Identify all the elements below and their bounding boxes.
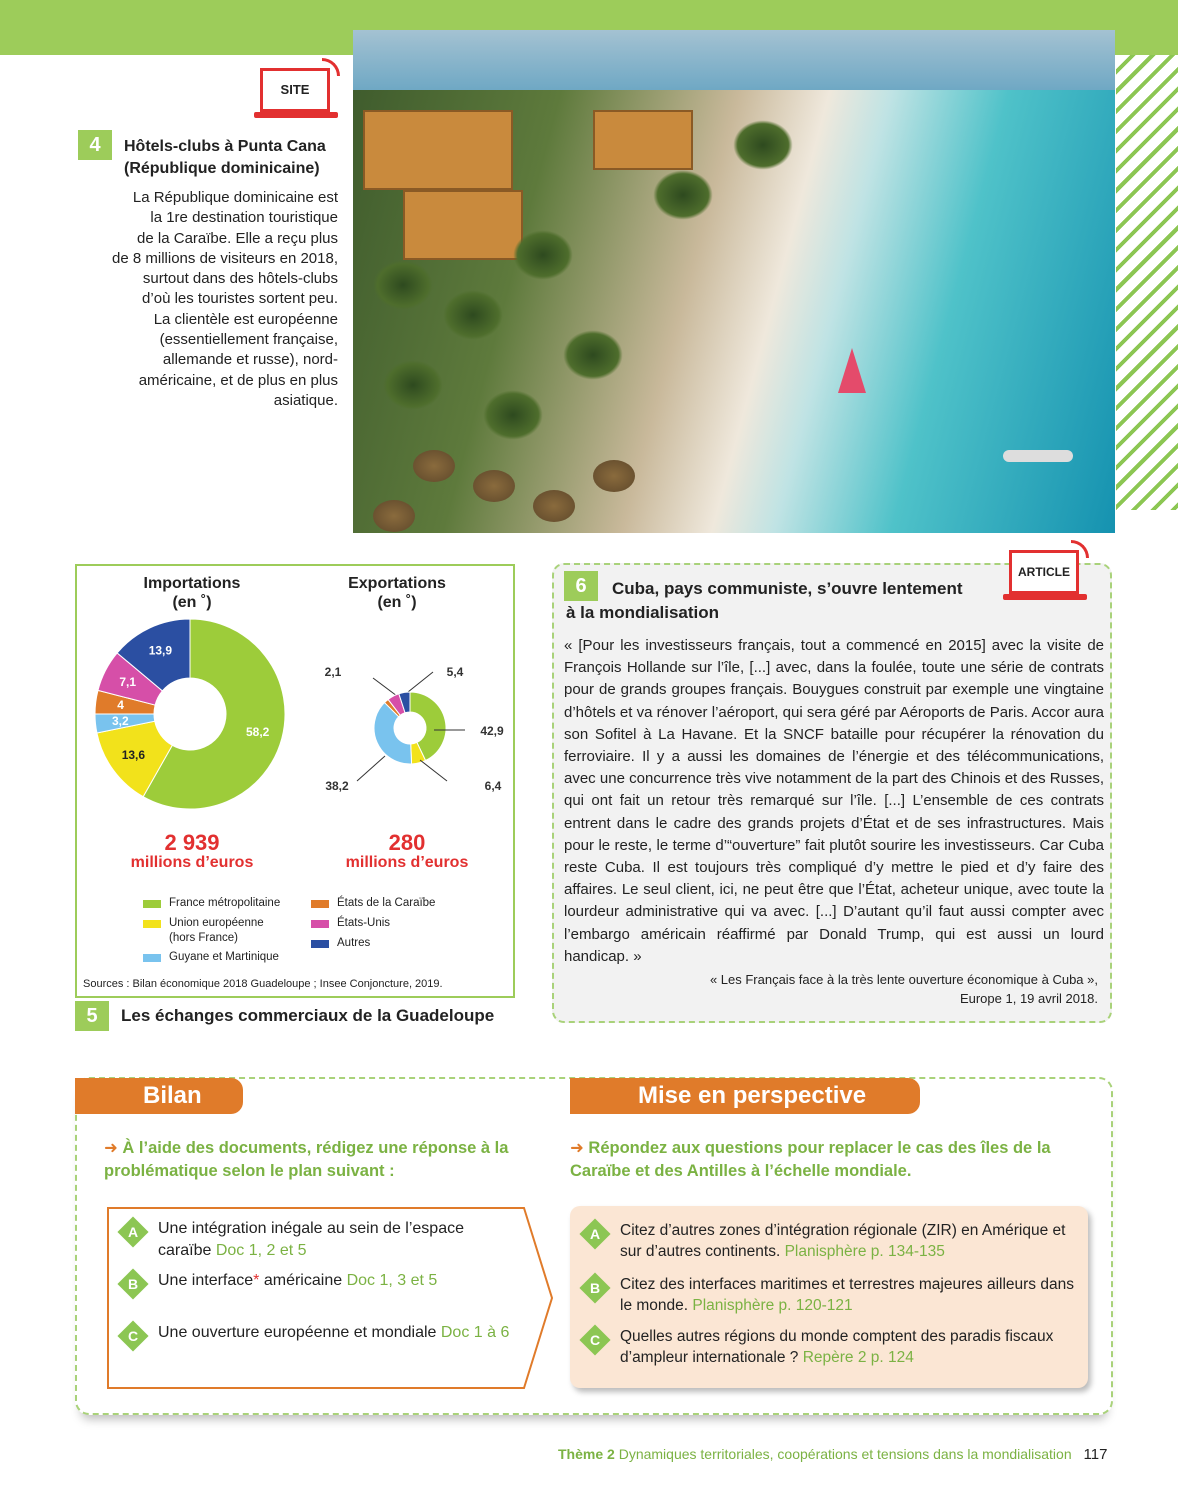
doc4-title-line2: (République dominicaine) bbox=[124, 160, 320, 177]
legend-france: France métropolitaine bbox=[143, 896, 280, 911]
theme-label: Thème 2 bbox=[558, 1446, 615, 1462]
bilan-tab: Bilan bbox=[75, 1078, 243, 1114]
slice-label-0: 58,2 bbox=[246, 724, 270, 739]
doc6-source: « Les Français face à la très lente ouverture économique à Cuba », Europe 1, 19 avril 2018. bbox=[709, 972, 1098, 1006]
doc5-caption: 5 Les échanges commerciaux de la Guadeloupe bbox=[75, 1001, 494, 1031]
legend-ue: Union européenne (hors France) bbox=[143, 916, 264, 946]
slice-label-2: 3,2 bbox=[112, 714, 129, 729]
doc6-article-box: 6 Cuba, pays communiste, s’ouvre lentement à la mondialisation « [Pour les investisseurs français, tout a commencé en 2015] avec la visite de François Hollande sur l’île, [...] avec, dans la foulée, toute une série de contrats pour de grands groupes français. Bouygues construit par exemple une vingtaine d’hôtels et va rénover l’aéroport, qui sera géré par Aéroports de Paris. Accor aura son Sofitel à La Havane. Et la SNCF bataille pour récupérer la rénovation du ferroviaire. Il y a aussi les domaines de l’énergie et des télécommunications, avec une concurrence très vive notamment de la part des Chinois et des Russes, qui ont fait un retour très remarqué sur l’île. [...] L’ensemble de ces contrats entrent dans le cadre des grands projets d’État et de ses infrastructures. Mais pour le reste, le terme d’“ouverture” fait plutôt sourire les investisseurs. Car Cuba reste Cuba. Il est toujours très compliqué d’y mettre le pied et d’y faire des affaires. Le seul client, ici, ne peut être que l’État, acheteur unique, avec toute la lourdeur administrative qui va avec. [...] D’autant qu’il faut aussi compter avec l’embargo américain réaffirmé par Donald Trump, qui est aussi un lourd handicap. » « Les Français face à la très lente ouverture économique à Cuba », Europe 1, 19 avril 2018. bbox=[552, 563, 1112, 1023]
exports-total: 280 bbox=[388, 830, 426, 855]
legend-autres: Autres bbox=[311, 936, 370, 951]
slice-label-4: 5,4 bbox=[446, 665, 464, 679]
question-a: A Citez d’autres zones d’intégration régionale (ZIR) en Amérique et sur d’autres continents. Planisphère p. 134-135 bbox=[584, 1220, 1079, 1262]
site-label: SITE bbox=[260, 68, 330, 112]
slice-label-2: 38,2 bbox=[325, 779, 349, 793]
theme-title: Dynamiques territoriales, coopérations et tensions dans la mondialisation bbox=[618, 1446, 1072, 1462]
trade-chart-box bbox=[75, 564, 515, 998]
slice-label-3: 4 bbox=[117, 698, 124, 713]
doc5-sources: Sources : Bilan économique 2018 Guadeloupe ; Insee Conjoncture, 2019. bbox=[83, 978, 443, 990]
doc4-title bbox=[78, 130, 340, 177]
page-number: 117 bbox=[1083, 1446, 1108, 1463]
slice-label-0: 42,9 bbox=[480, 724, 504, 738]
imports-unit: millions d’euros bbox=[130, 854, 254, 871]
doc6-number: 6 bbox=[564, 571, 598, 601]
bilan-plan-box bbox=[104, 1206, 554, 1390]
doc5-number: 5 bbox=[75, 1001, 109, 1031]
perspective-intro: ➜ Répondez aux questions pour replacer le cas des îles de la Caraïbe et des Antilles à l’échelle mondiale. bbox=[570, 1139, 1051, 1180]
exports-unit: millions d’euros bbox=[345, 854, 469, 871]
imports-donut-chart bbox=[85, 618, 305, 818]
plan-item-c: C Une ouverture européenne et mondiale Doc 1 à 6 bbox=[122, 1322, 542, 1347]
legend-usa: États-Unis bbox=[311, 916, 390, 931]
slice-label-3: 2,1 bbox=[324, 665, 342, 679]
slice-label-1: 6,4 bbox=[484, 779, 502, 793]
perspective-tab: Mise en perspective bbox=[570, 1078, 920, 1114]
perspective-questions-box bbox=[570, 1206, 1088, 1388]
imports-title: Importations (en ˚) bbox=[143, 575, 241, 611]
punta-cana-photo bbox=[353, 30, 1115, 533]
article-device-icon bbox=[1003, 540, 1089, 604]
legend-caraibe: États de la Caraïbe bbox=[311, 896, 435, 911]
page-footer bbox=[558, 1446, 1107, 1463]
doc6-body: « [Pour les investisseurs français, tout a commencé en 2015] avec la visite de François Hollande sur l’île, [...] avec, dans la foulée, toute une série de contrats pour de grands groupes français. Bouygues construit par exemple une vingtaine d’hôtels et va rénover l’aéroport, qui sera géré par Aéroports de Paris. Accor aura son Sofitel à La Havane. Et la SNCF bataille pour récupérer la rénovation du ferroviaire. Il y a aussi les domaines de l’énergie et des télécommunications, avec une concurrence très vive notamment de la part des Chinois et des Russes, qui ont fait un retour très remarqué sur l’île. [...] L’ensemble de ces contrats entrent dans le cadre des grands projets d’État et de ses infrastructures. Mais pour le reste, le terme d’“ouverture” fait plutôt sourire les investisseurs. Car Cuba reste Cuba. Il est toujours très compliqué d’y mettre le pied et d’y faire des affaires. Le seul client, ici, ne peut être que l’État, acheteur unique, avec toute la lourdeur administrative qui va avec. [...] D’autant qu’il faut aussi compter avec l’embargo américain réaffirmé par Donald Trump, qui est aussi un lourd handicap. » bbox=[564, 637, 1104, 965]
site-device-icon bbox=[254, 58, 340, 122]
doc4-number: 4 bbox=[78, 130, 112, 160]
plan-item-b: B Une interface* américaine Doc 1, 3 et 5 bbox=[122, 1270, 512, 1295]
doc4-body: La République dominicaine est la 1re destination touristique de la Caraïbe. Elle a reçu plus de 8 millions de visiteurs en 2018, surtout dans des hôtels-clubs d’où les touristes sortent peu. La clientèle est européenne (essentiellement française, allemande et russe), nord- américaine, et de plus en plus asiatique. bbox=[112, 189, 338, 409]
decorative-stripes bbox=[1116, 55, 1178, 510]
imports-total: 2 939 bbox=[164, 830, 220, 855]
question-c: C Quelles autres régions du monde comptent des paradis fiscaux d’ampleur internationale ? Repère 2 p. 124 bbox=[584, 1326, 1079, 1368]
plan-item-a: A Une intégration inégale au sein de l’espace caraïbe Doc 1, 2 et 5 bbox=[122, 1218, 512, 1262]
question-b: B Citez des interfaces maritimes et terrestres majeures ailleurs dans le monde. Planisphère p. 120-121 bbox=[584, 1274, 1079, 1316]
slice-label-4: 7,1 bbox=[119, 675, 137, 690]
slice-label-5: 13,9 bbox=[148, 643, 173, 658]
doc4-title-line1: Hôtels-clubs à Punta Cana bbox=[124, 138, 326, 155]
slice-label-1: 13,6 bbox=[121, 748, 146, 763]
exports-donut-chart bbox=[315, 656, 515, 816]
exports-title: Exportations (en ˚) bbox=[348, 575, 446, 611]
bilan-intro: ➜ À l’aide des documents, rédigez une réponse à la problématique selon le plan suivant : bbox=[104, 1139, 509, 1180]
legend-guyane: Guyane et Martinique bbox=[143, 950, 279, 965]
article-label: ARTICLE bbox=[1009, 550, 1079, 594]
